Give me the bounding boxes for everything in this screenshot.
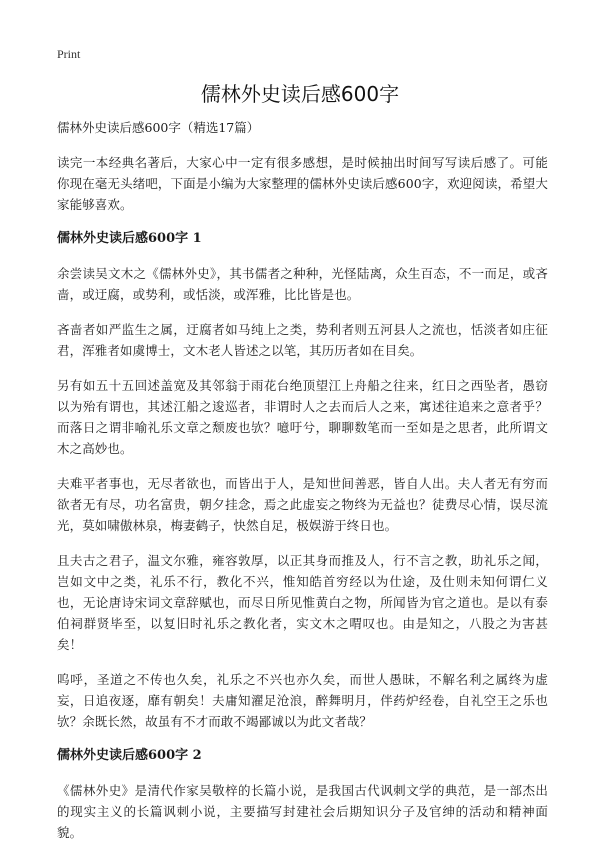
paragraph: 且夫古之君子，温文尔雅，雍容敦厚，以正其身而推及人，行不言之教，助礼乐之闻，岂如文中之类，礼乐不行，教化不兴，惟知皓首穷经以为仕途，及仕则未知何谓仁义也，无论唐诗宋词文章辞赋也，而尽日所见惟黄白之物，所闻皆为官之道也。是以有泰伯祠群贤毕至，以复旧时礼乐之教化者，实文木之喟叹也。由是知之，八股之为害甚矣！	[57, 553, 548, 652]
page-title: 儒林外史读后感600字	[200, 82, 400, 106]
paragraph: 余尝读吴文木之《儒林外史》，其书儒者之种种，光怪陆离，众生百态，不一而足，或吝啬，或迂腐，或势利，或恬淡，或浑雅，比比皆是也。	[57, 266, 548, 302]
article-subtitle: 儒林外史读后感600字（精选17篇）	[57, 120, 260, 135]
paragraph: 夫难平者事也，无尽者欲也，而皆出于人，是知世间善恶，皆自人出。夫人者无有穷而欲者无有尽，功名富贵，朝夕挂念，焉之此虚妄之物终为无益也？徒费尽心情，误尽流光，莫如啸傲林泉，梅妻鹤子，快然自足，极娱游于终日也。	[57, 476, 548, 533]
paragraph: 另有如五十五回述盖宽及其邻翁于雨花台绝顶望江上舟船之往来，红日之西坠者，愚窃以为殆有谓也，其述江船之逡巡者，非谓时人之去而后人之来，寓述往追来之意者乎？而落日之谓非喻礼乐文章之颓废也欤？噫吁兮，聊聊数笔而一至如是之思者，此所谓文木之高妙也。	[57, 378, 548, 456]
section-heading-2: 儒林外史读后感600字 2	[57, 748, 202, 763]
section-heading-1: 儒林外史读后感600字 1	[57, 231, 202, 246]
paragraph: 《儒林外史》是清代作家吴敬梓的长篇小说，是我国古代讽刺文学的典范，是一部杰出的现实主义的长篇讽刺小说，主要描写封建社会后期知识分子及官绅的活动和精神面貌。	[57, 783, 548, 840]
article-body	[57, 118, 548, 857]
paragraph: 呜呼，圣道之不传也久矣，礼乐之不兴也亦久矣，而世人愚昧，不解名利之属终为虚妄，日追夜逐，靡有朝矣！夫庸知濯足沧浪，醉舞明月，伴药炉经卷，自礼空王之乐也欤？余既长然，故虽有不才而敢不竭鄙诚以为此文者哉？	[57, 672, 548, 729]
paragraph: 吝啬者如严监生之属，迂腐者如马纯上之类，势利者则五河县人之流也，恬淡者如庄征君，浑雅者如虞博士，文木老人皆述之以笔，其历历者如在目矣。	[57, 322, 548, 358]
intro-paragraph: 读完一本经典名著后，大家心中一定有很多感想，是时候抽出时间写写读后感了。可能你现在毫无头绪吧，下面是小编为大家整理的儒林外史读后感600字，欢迎阅读，希望大家能够喜欢。	[57, 155, 548, 212]
print-link[interactable]: Print	[57, 47, 81, 61]
